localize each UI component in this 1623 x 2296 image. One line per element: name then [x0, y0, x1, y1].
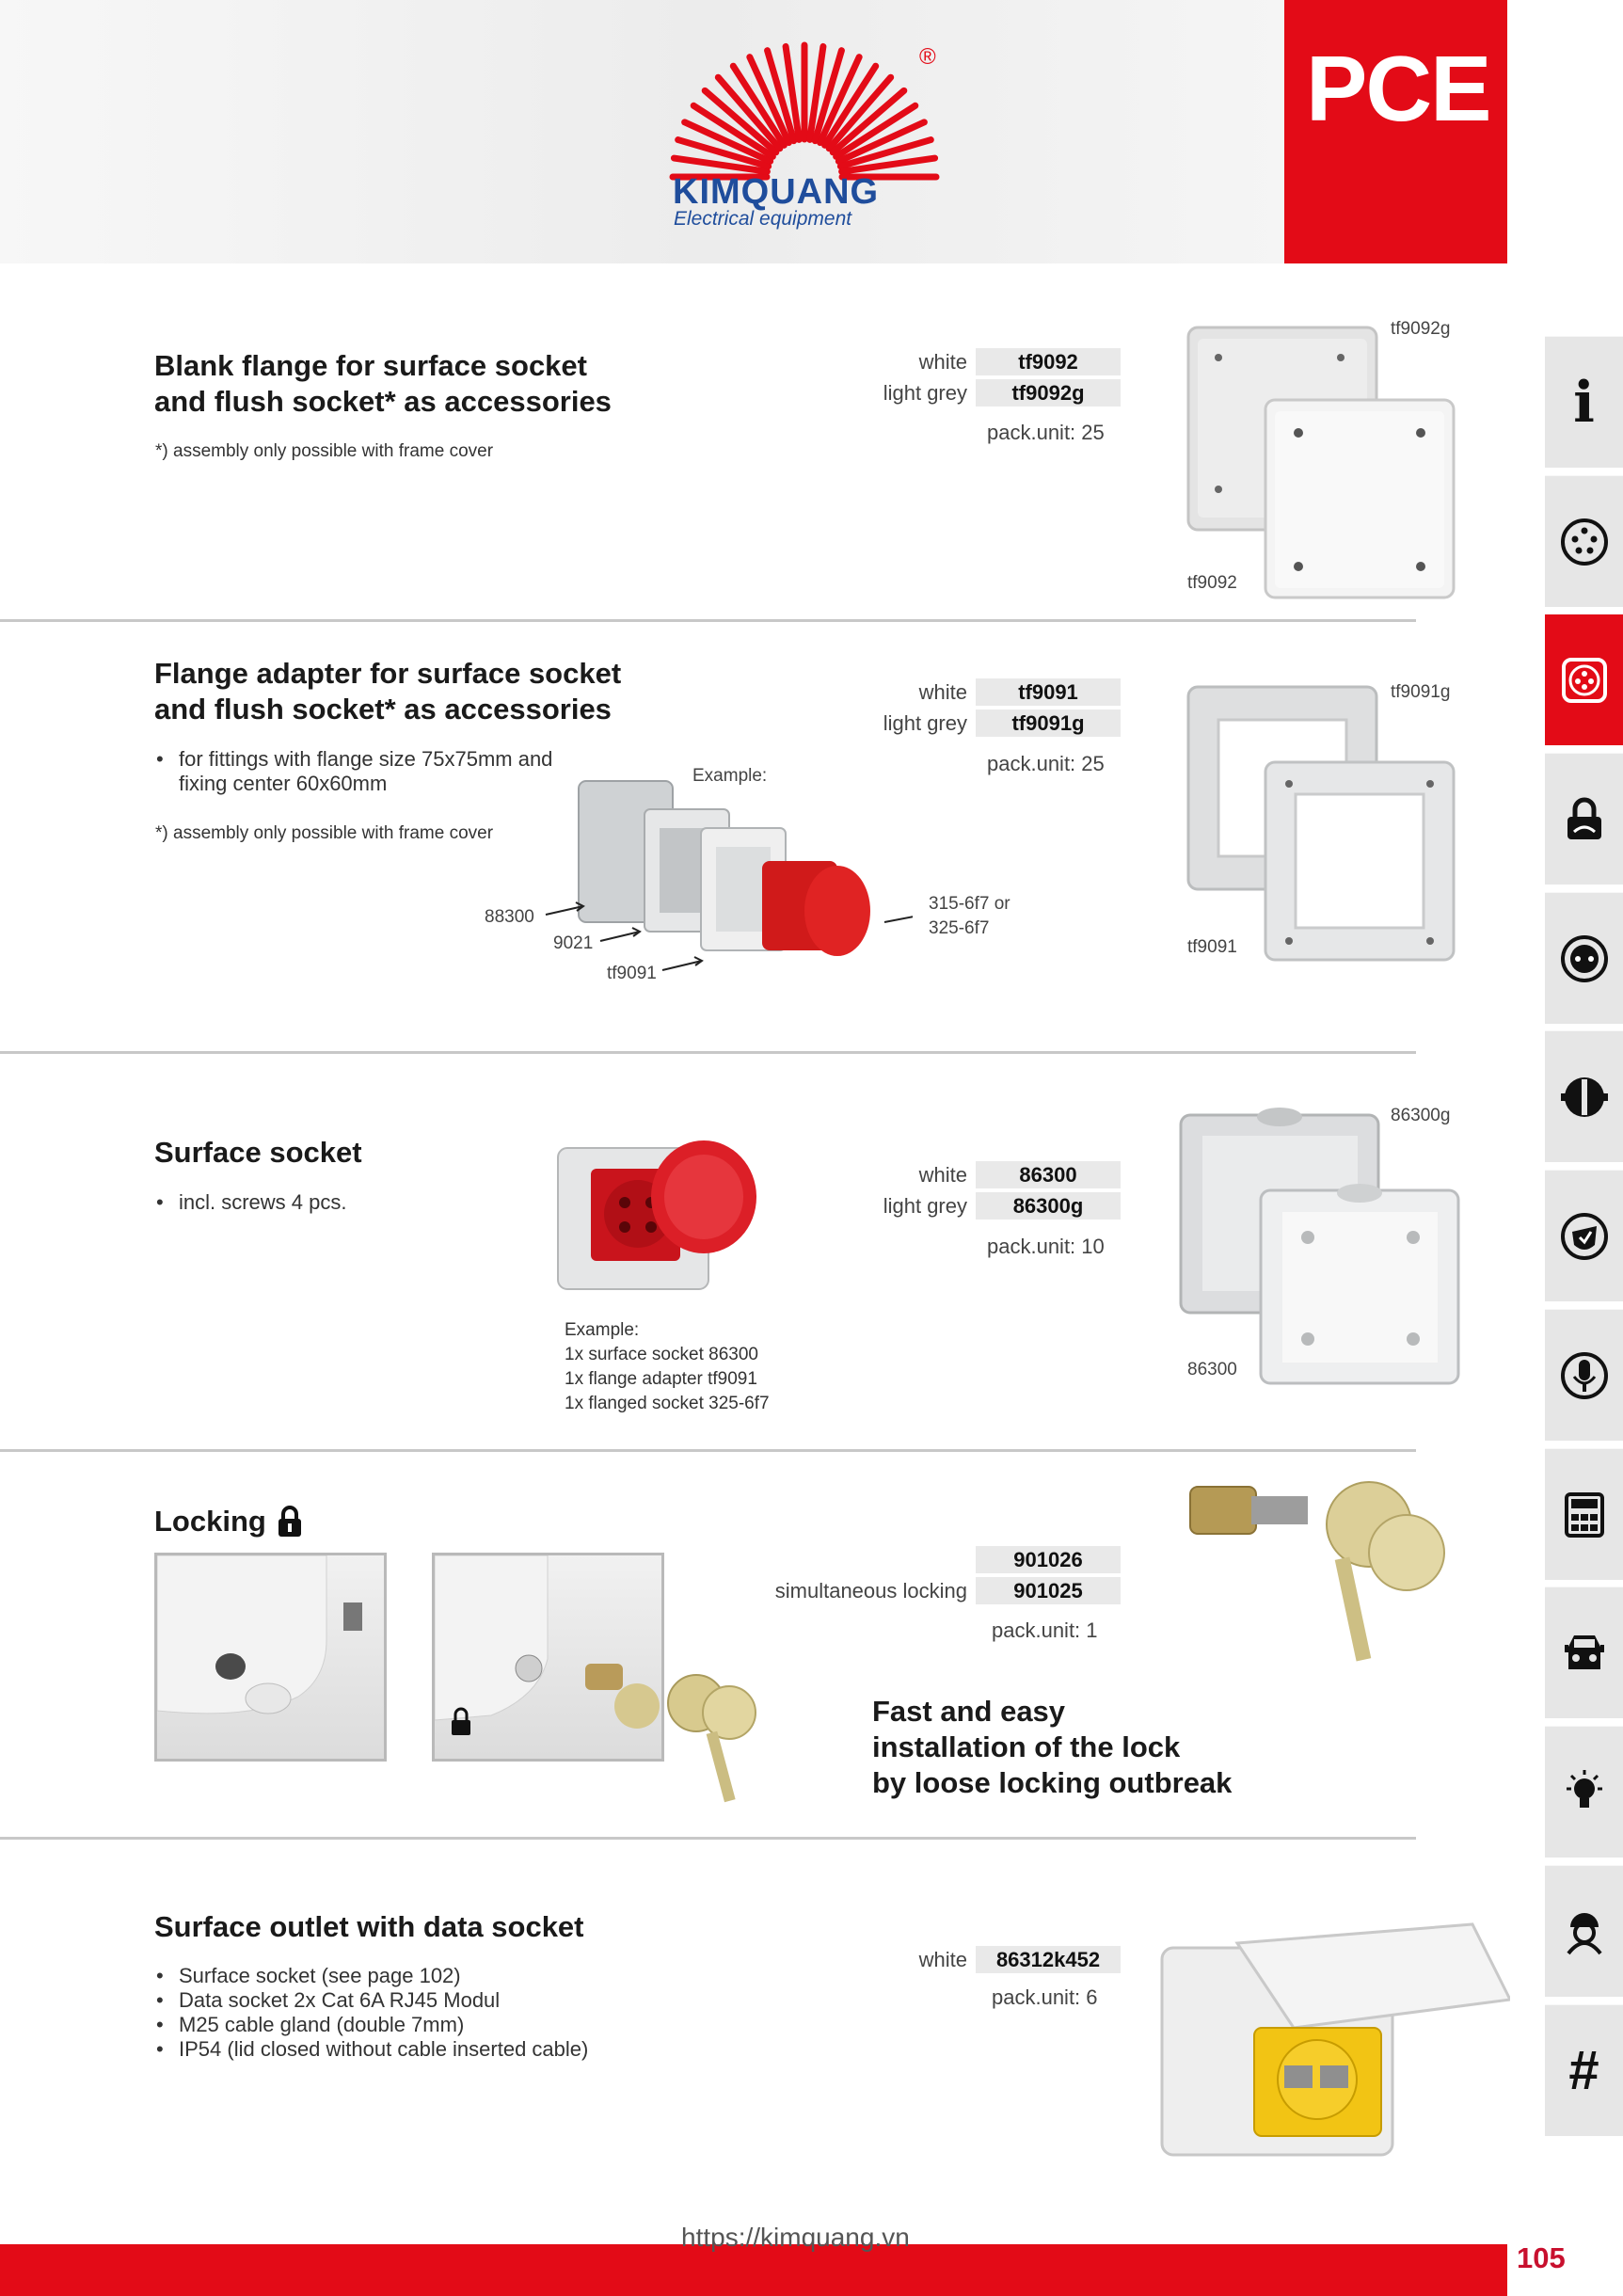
- callout-arrows: [536, 899, 913, 983]
- example-label: Example:: [692, 766, 768, 786]
- section-divider: [0, 619, 1416, 622]
- sidebar-tab-distribution[interactable]: [1545, 1448, 1623, 1580]
- locking-heading: [154, 1504, 304, 1539]
- list-item: • incl. screws 4 pcs.: [154, 1190, 347, 1215]
- locking-title: Locking: [154, 1505, 266, 1538]
- article-code: 86312k452: [976, 1946, 1121, 1973]
- image-label: 86300: [1187, 1360, 1237, 1379]
- variant-label-white: white: [918, 1163, 967, 1187]
- image-label: tf9091g: [1391, 682, 1451, 702]
- logo-tagline: Electrical equipment: [674, 208, 852, 230]
- info-icon: i: [1573, 369, 1595, 436]
- worker-icon: [1559, 1906, 1610, 1957]
- variant-label-light-grey: light grey: [883, 1194, 967, 1218]
- distribution-box-icon: [1559, 1490, 1610, 1540]
- page-number: 105: [1517, 2241, 1566, 2274]
- blank-flange-image: [1181, 320, 1463, 602]
- sidebar-tab-cee-socket[interactable]: [1545, 614, 1623, 745]
- surface-socket-box-image: [1176, 1096, 1468, 1397]
- footer-url[interactable]: https://kimquang.vn: [681, 2223, 910, 2252]
- sidebar-tab-light[interactable]: [1545, 1726, 1623, 1858]
- article-code: 86300: [976, 1161, 1121, 1188]
- logo-wordmark: KIMQUANG: [673, 172, 880, 212]
- data-outlet-bullets: [154, 1964, 588, 2062]
- sidebar-tab-locked-plug[interactable]: [1545, 753, 1623, 885]
- sidebar-tab-schuko[interactable]: [1545, 892, 1623, 1024]
- list-item: • IP54 (lid closed without cable inserted cable): [154, 2037, 588, 2062]
- brand-name: PCE: [1306, 37, 1490, 140]
- list-item: • for fittings with flange size 75x75mm and fixing center 60x60mm: [154, 747, 552, 796]
- shielded-socket-icon: [1559, 1211, 1610, 1262]
- flange-adapter-bullets: [154, 747, 552, 796]
- surface-socket-bullets: [154, 1190, 347, 1215]
- blank-flange-note: *) assembly only possible with frame cover: [155, 441, 494, 461]
- sidebar-tab-info[interactable]: [1545, 336, 1623, 468]
- section-divider: [0, 1837, 1416, 1840]
- hash-icon: #: [1568, 2040, 1599, 2101]
- pack-unit: pack.unit: 10: [987, 1235, 1105, 1258]
- sidebar-tab-round-socket[interactable]: [1545, 475, 1623, 607]
- sidebar-tab-plug[interactable]: [1545, 1030, 1623, 1162]
- callout-label: 9021: [553, 933, 594, 953]
- section-divider: [0, 1449, 1416, 1452]
- sidebar-tab-index[interactable]: [1545, 2004, 1623, 2136]
- key-in-lock-image: [659, 1666, 790, 1816]
- pack-unit: pack.unit: 6: [992, 1985, 1098, 2009]
- sidebar-tab-vehicle[interactable]: [1545, 1586, 1623, 1718]
- round-socket-icon: [1559, 517, 1610, 567]
- flange-adapter-note: *) assembly only possible with frame cover: [155, 823, 494, 843]
- article-code: tf9092: [976, 348, 1121, 375]
- variant-label-light-grey: light grey: [883, 711, 967, 735]
- list-item: • Data socket 2x Cat 6A RJ45 Modul: [154, 1988, 588, 2013]
- callout-label: tf9091: [607, 964, 657, 983]
- locking-photo-locked: [432, 1553, 664, 1762]
- vehicle-icon: [1559, 1628, 1610, 1679]
- surface-socket-with-cee-image: [553, 1129, 779, 1299]
- flange-adapter-image: [1181, 678, 1463, 969]
- list-item: • Surface socket (see page 102): [154, 1964, 588, 1988]
- image-label: tf9091: [1187, 937, 1237, 957]
- variant-label-light-grey: light grey: [883, 381, 967, 405]
- data-outlet-image: [1153, 1915, 1510, 2164]
- callout-label: 88300: [485, 907, 534, 927]
- flange-adapter-title: Flange adapter for surface socket and flush socket* as accessories: [154, 657, 622, 725]
- schuko-socket-icon: [1559, 933, 1610, 984]
- microphone-icon: [1559, 1350, 1610, 1401]
- pack-unit: pack.unit: 25: [987, 752, 1105, 775]
- article-code: tf9091g: [976, 710, 1121, 737]
- padlock-icon: [276, 1506, 304, 1538]
- section-divider: [0, 1051, 1416, 1054]
- image-label: 86300g: [1391, 1106, 1451, 1125]
- variant-label-white: white: [918, 680, 967, 704]
- list-item: • M25 cable gland (double 7mm): [154, 2013, 588, 2037]
- image-label: tf9092: [1187, 573, 1237, 593]
- sidebar-tab-worker[interactable]: [1545, 1865, 1623, 1997]
- blank-flange-title: Blank flange for surface socket and flush socket* as accessories: [154, 349, 612, 418]
- pack-unit: pack.unit: 25: [987, 421, 1105, 444]
- callout-label: 315-6f7 or 325-6f7: [929, 894, 1010, 938]
- lightbulb-icon: [1559, 1767, 1610, 1818]
- article-code: 86300g: [976, 1192, 1121, 1220]
- cee-socket-icon: [1559, 655, 1610, 706]
- article-code: tf9092g: [976, 379, 1121, 407]
- article-code: 901025: [976, 1577, 1121, 1604]
- variant-label-simultaneous-locking: simultaneous locking: [774, 1579, 967, 1602]
- variant-label-white: white: [918, 1948, 967, 1971]
- article-code: 901026: [976, 1546, 1121, 1573]
- header-band: [0, 0, 1284, 263]
- locking-promo-text: Fast and easy installation of the lock by loose locking outbreak: [872, 1695, 1233, 1799]
- sidebar-tab-shielded[interactable]: [1545, 1170, 1623, 1301]
- logo-registered-mark: ®: [919, 44, 936, 70]
- article-code: tf9091: [976, 678, 1121, 706]
- surface-socket-example: Example: 1x surface socket 86300 1x flange adapter tf9091 1x flanged socket 325-6f7: [565, 1320, 770, 1413]
- sidebar-tab-microphone[interactable]: [1545, 1309, 1623, 1441]
- plug-pins-icon: [1559, 1072, 1610, 1123]
- lock-cylinder-keys-image: [1181, 1468, 1463, 1694]
- pack-unit: pack.unit: 1: [992, 1618, 1098, 1642]
- surface-socket-title: Surface socket: [154, 1136, 362, 1169]
- data-outlet-title: Surface outlet with data socket: [154, 1910, 584, 1943]
- variant-label-white: white: [918, 350, 967, 374]
- locking-photo-open: [154, 1553, 387, 1762]
- image-label: tf9092g: [1391, 319, 1451, 339]
- locked-plug-icon: [1559, 794, 1610, 845]
